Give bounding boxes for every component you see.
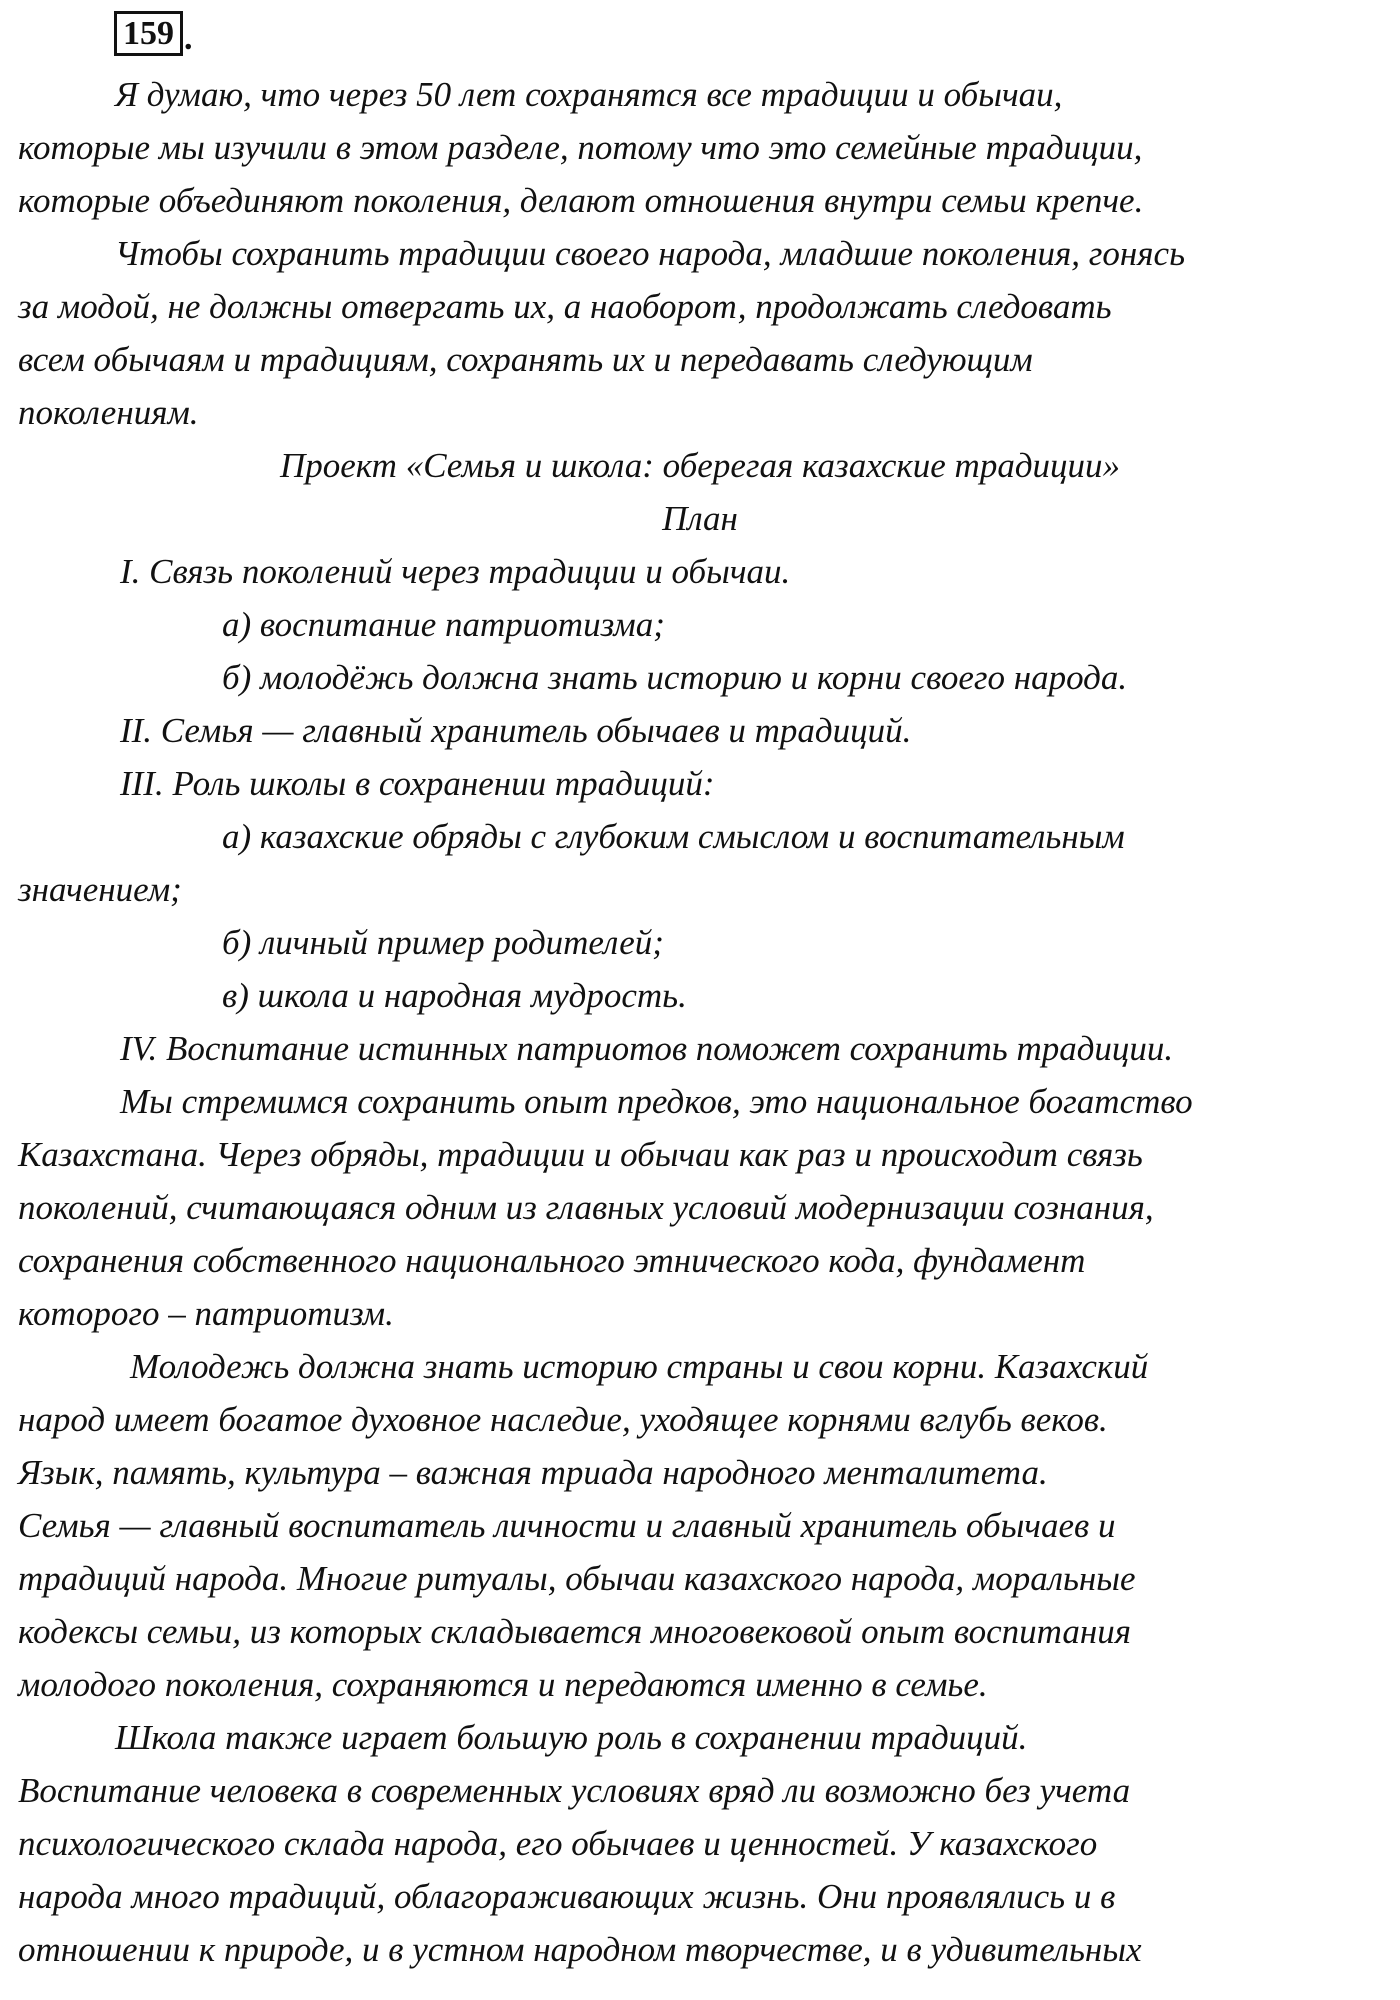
text-line: Язык, память, культура – важная триада народного менталитета. — [18, 1453, 1048, 1492]
text-line: Мы стремимся сохранить опыт предков, это национальное богатство — [120, 1082, 1193, 1121]
text-line: Школа также играет большую роль в сохранении традиций. — [115, 1718, 1028, 1757]
text-line: народ имеет богатое духовное наследие, уходящее корнями вглубь веков. — [18, 1400, 1108, 1439]
text-line: психологического склада народа, его обычаев и ценностей. У казахского — [18, 1824, 1098, 1863]
text-line: Молодежь должна знать историю страны и свои корни. Казахский — [130, 1347, 1149, 1386]
text-line: молодого поколения, сохраняются и передаются именно в семье. — [18, 1665, 988, 1704]
text-line: поколений, считающаяся одним из главных условий модернизации сознания, — [18, 1188, 1154, 1227]
text-line: Семья — главный воспитатель личности и главный хранитель обычаев и — [18, 1506, 1116, 1545]
plan-item: II. Семья — главный хранитель обычаев и традиций. — [120, 711, 912, 750]
exercise-number-dot: . — [184, 20, 193, 57]
exercise-number-box: 159 — [114, 11, 183, 56]
plan-item: IV. Воспитание истинных патриотов поможет сохранить традиции. — [120, 1029, 1174, 1068]
text-line: народа много традиций, облагораживающих жизнь. Они проявлялись и в — [18, 1877, 1116, 1916]
exercise-number — [114, 12, 193, 56]
plan-subitem: а) воспитание патриотизма; — [222, 605, 665, 644]
plan-item: I. Связь поколений через традиции и обычаи. — [120, 552, 791, 591]
text-line: Я думаю, что через 50 лет сохранятся все традиции и обычаи, — [115, 75, 1063, 114]
text-line: за модой, не должны отвергать их, а наоборот, продолжать следовать — [18, 287, 1112, 326]
text-line: традиций народа. Многие ритуалы, обычаи казахского народа, моральные — [18, 1559, 1136, 1598]
plan-item: III. Роль школы в сохранении традиций: — [120, 764, 715, 803]
project-title: Проект «Семья и школа: оберегая казахские традиции» — [279, 446, 1121, 485]
text-line: Казахстана. Через обряды, традиции и обычаи как раз и происходит связь — [18, 1135, 1143, 1174]
text-line: кодексы семьи, из которых складывается многовековой опыт воспитания — [18, 1612, 1131, 1651]
plan-subitem: а) казахские обряды с глубоким смыслом и воспитательным — [222, 817, 1125, 856]
plan-subitem: б) личный пример родителей; — [222, 923, 664, 962]
text-line: Воспитание человека в современных условиях вряд ли возможно без учета — [18, 1771, 1131, 1810]
plan-heading: План — [662, 499, 738, 538]
plan-subitem: б) молодёжь должна знать историю и корни своего народа. — [222, 658, 1128, 697]
text-line: поколениям. — [18, 393, 199, 432]
text-line: которые объединяют поколения, делают отношения внутри семьи крепче. — [18, 181, 1144, 220]
plan-subitem: в) школа и народная мудрость. — [222, 976, 687, 1015]
text-line: которые мы изучили в этом разделе, потому что это семейные традиции, — [18, 128, 1143, 167]
text-line: Чтобы сохранить традиции своего народа, младшие поколения, гонясь — [115, 234, 1185, 273]
plan-subitem-continuation: значением; — [18, 870, 182, 909]
text-line: сохранения собственного национального этнического кода, фундамент — [18, 1241, 1086, 1280]
text-line: которого – патриотизм. — [18, 1294, 394, 1333]
text-line: всем обычаям и традициям, сохранять их и передавать следующим — [18, 340, 1033, 379]
text-line: отношении к природе, и в устном народном творчестве, и в удивительных — [18, 1930, 1142, 1969]
